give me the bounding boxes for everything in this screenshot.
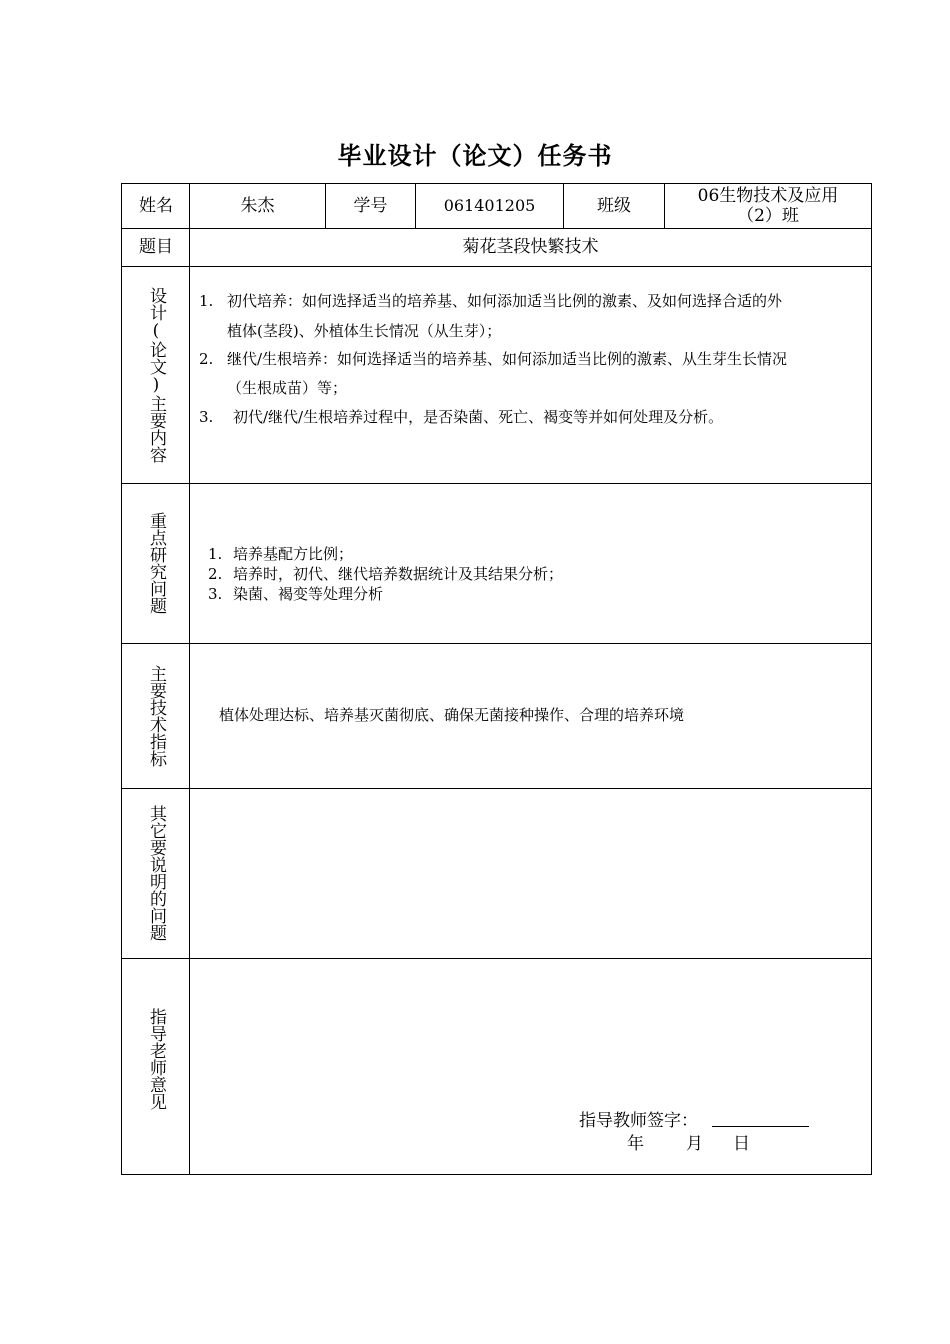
advisor-opinion-cell [190,958,871,1174]
list-item-continuation: （生根成苗）等； [227,379,348,397]
main-content-label: 设计(论文)主要内容 [146,286,166,463]
date-day-label: 日 [733,1134,750,1154]
list-item: 1. 培养基配方比例； [208,545,354,563]
list-item: 2. 培养时，初代、继代培养数据统计及其结果分析； [208,565,564,583]
name-value: 朱杰 [240,195,275,216]
tech-indicators-cell [190,643,871,788]
date-month-label: 月 [686,1134,703,1154]
list-item-continuation: 植体(茎段)、外植体生长情况（从生芽）； [227,322,502,340]
topic-label: 题目 [139,237,173,257]
list-item: 2. 继代/生根培养：如何选择适当的培养基、如何添加适当比例的激素、从生芽生长情况 [199,350,788,368]
task-form-table [121,183,872,1175]
other-notes-label-cell [122,788,190,958]
list-item: 1. 初代培养：如何选择适当的培养基、如何添加适当比例的激素、及如何选择合适的外 [199,292,783,310]
signature-label: 指导教师签字： [579,1111,698,1131]
class-value-line1: 06生物技术及应用 [697,185,839,206]
list-item: 3. 初代/继代/生根培养过程中，是否染菌、死亡、褐变等并如何处理及分析。 [199,408,724,426]
key-issues-cell [190,483,871,643]
student-id-value: 061401205 [443,195,536,215]
advisor-opinion-label-cell [122,958,190,1174]
main-content-label-cell [122,266,190,483]
other-notes-cell [190,788,871,958]
class-value [665,183,871,228]
topic-value: 菊花茎段快繁技术 [462,237,599,257]
key-issues-label-cell [122,483,190,643]
tech-indicators-text: 植体处理达标、培养基灭菌彻底、确保无菌接种操作、合理的培养环境 [219,706,685,724]
tech-indicators-label: 主要技术指标 [146,664,166,767]
class-value-line2: （2）班 [737,205,799,226]
advisor-opinion-label: 指导老师意见 [146,1008,166,1110]
main-content-cell [190,266,871,483]
date-year-label: 年 [627,1134,644,1154]
tech-indicators-label-cell [122,643,190,788]
other-notes-label: 其它要说明的问题 [146,805,166,941]
name-label: 姓名 [139,195,173,216]
page-title: 毕业设计（论文）任务书 [337,142,613,170]
list-item: 3. 染菌、褐变等处理分析 [208,585,384,603]
signature-line [712,1126,809,1127]
key-issues-label: 重点研究问题 [146,512,166,614]
class-label: 班级 [597,195,631,216]
student-id-label: 学号 [353,195,388,216]
